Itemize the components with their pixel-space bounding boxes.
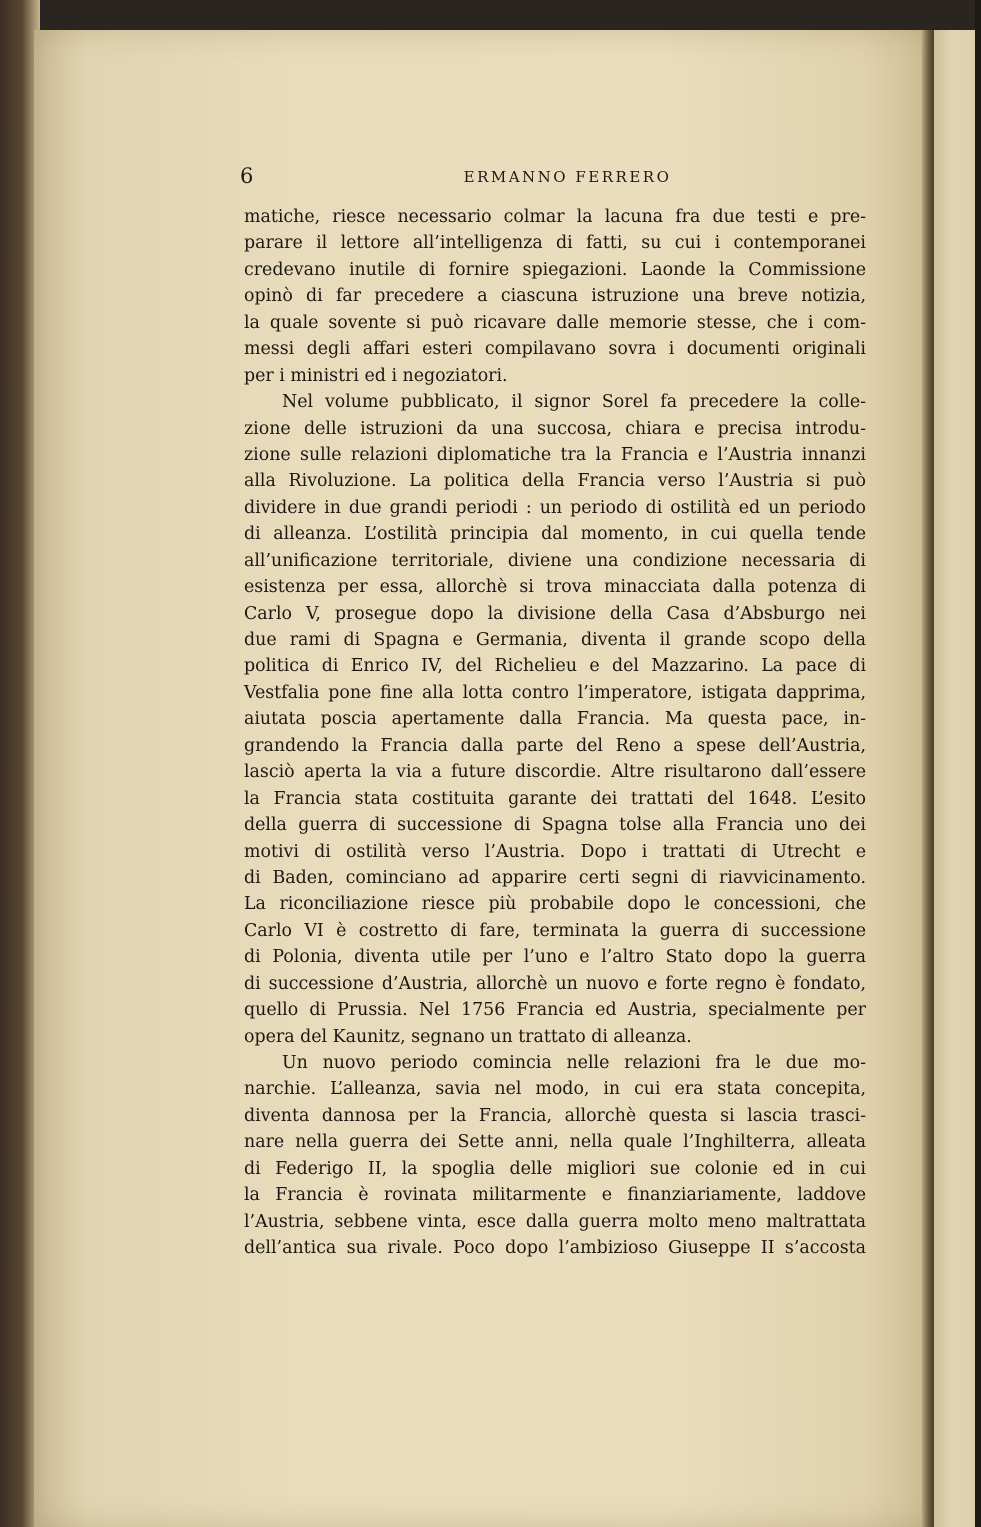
page-header [240, 164, 865, 188]
text-line: di Polonia, diventa utile per l’uno e l’altro Stato dopo la guerra [244, 947, 866, 968]
text-line: Nel volume pubblicato, il signor Sorel fa precedere la colle- [282, 392, 866, 413]
text-line: credevano inutile di fornire spiegazioni. Laonde la Commissione [244, 259, 866, 280]
text-line: la quale sovente si può ricavare dalle memorie stesse, che i com- [244, 312, 866, 333]
text-line: Vestfalia pone fine alla lotta contro l’imperatore, istigata dapprima, [244, 682, 866, 703]
text-line: aiutata poscia apertamente dalla Francia. Ma questa pace, in- [244, 709, 866, 730]
text-line: motivi di ostilità verso l’Austria. Dopo i trattati di Utrecht e [244, 841, 866, 862]
text-line: di successione d’Austria, allorchè un nuovo e forte regno è fondato, [244, 973, 866, 994]
text-line: diventa dannosa per la Francia, allorchè questa si lascia trasci- [244, 1105, 866, 1126]
text-line: quello di Prussia. Nel 1756 Francia ed Austria, specialmente per [244, 1000, 866, 1021]
text-line: matiche, riesce necessario colmar la lacuna fra due testi e pre- [244, 207, 866, 227]
text-line: la Francia stata costituita garante dei trattati del 1648. L’esito [244, 788, 866, 809]
text-line: dell’antica sua rivale. Poco dopo l’ambizioso Giuseppe II s’accosta [244, 1238, 866, 1259]
text-line: nare nella guerra dei Sette anni, nella quale l’Inghilterra, alleata [244, 1132, 866, 1153]
text-line: Carlo V, prosegue dopo la divisione della Casa d’Absburgo nei [244, 603, 866, 624]
text-line: parare il lettore all’intelligenza di fatti, su cui i contemporanei [244, 233, 866, 254]
text-line: la Francia è rovinata militarmente e finanziariamente, laddove [244, 1185, 866, 1206]
text-line: l’Austria, sebbene vinta, esce dalla guerra molto meno maltrattata [244, 1211, 866, 1232]
text-line: politica di Enrico IV, del Richelieu e del Mazzarino. La pace di [244, 656, 866, 677]
text-line: di Federigo II, la spoglia delle migliori sue colonie ed in cui [244, 1158, 866, 1179]
text-line: di alleanza. L’ostilità principia dal momento, in cui quella tende [244, 524, 866, 545]
text-line: opinò di far precedere a ciascuna istruzione una breve notizia, [244, 286, 866, 307]
text-line: zione sulle relazioni diplomatiche tra la Francia e l’Austria innanzi [244, 444, 866, 465]
scan-border [975, 0, 981, 1527]
text-line: lasciò aperta la via a future discordie. Altre risultarono dall’essere [244, 762, 866, 783]
text-line: Un nuovo periodo comincia nelle relazioni fra le due mo- [282, 1053, 866, 1073]
text-line: due rami di Spagna e Germania, diventa il grande scopo della [244, 630, 866, 650]
text-line: alla Rivoluzione. La politica della Francia verso l’Austria si può [244, 471, 866, 492]
text-line: narchie. L’alleanza, savia nel modo, in cui era stata concepita, [244, 1079, 866, 1100]
text-line: per i ministri ed i negoziatori. [244, 365, 508, 386]
facing-page-edge [934, 30, 981, 1527]
text-line: esistenza per essa, allorchè si trova minacciata dalla potenza di [244, 577, 866, 598]
body-text [244, 204, 866, 1262]
text-line: dividere in due grandi periodi : un periodo di ostilità ed un periodo [244, 497, 866, 518]
page-number: 6 [240, 164, 254, 188]
text-line: Carlo VI è costretto di fare, terminata la guerra di successione [244, 920, 866, 941]
text-line: messi degli affari esteri compilavano sovra i documenti originali [244, 339, 866, 360]
text-line: di Baden, cominciano ad apparire certi segni di riavvicinamento. [244, 867, 866, 888]
text-line: zione delle istruzioni da una succosa, chiara e precisa introdu- [244, 418, 866, 439]
text-line: all’unificazione territoriale, diviene una condizione necessaria di [244, 550, 866, 571]
text-line: della guerra di successione di Spagna tolse alla Francia uno dei [244, 815, 866, 836]
running-head: ERMANNO FERRERO [463, 168, 672, 186]
text-line: La riconciliazione riesce più probabile dopo le concessioni, che [244, 894, 866, 915]
text-line: opera del Kaunitz, segnano un trattato di alleanza. [244, 1026, 692, 1047]
text-line: grandendo la Francia dalla parte del Reno a spese dell’Austria, [244, 735, 866, 756]
